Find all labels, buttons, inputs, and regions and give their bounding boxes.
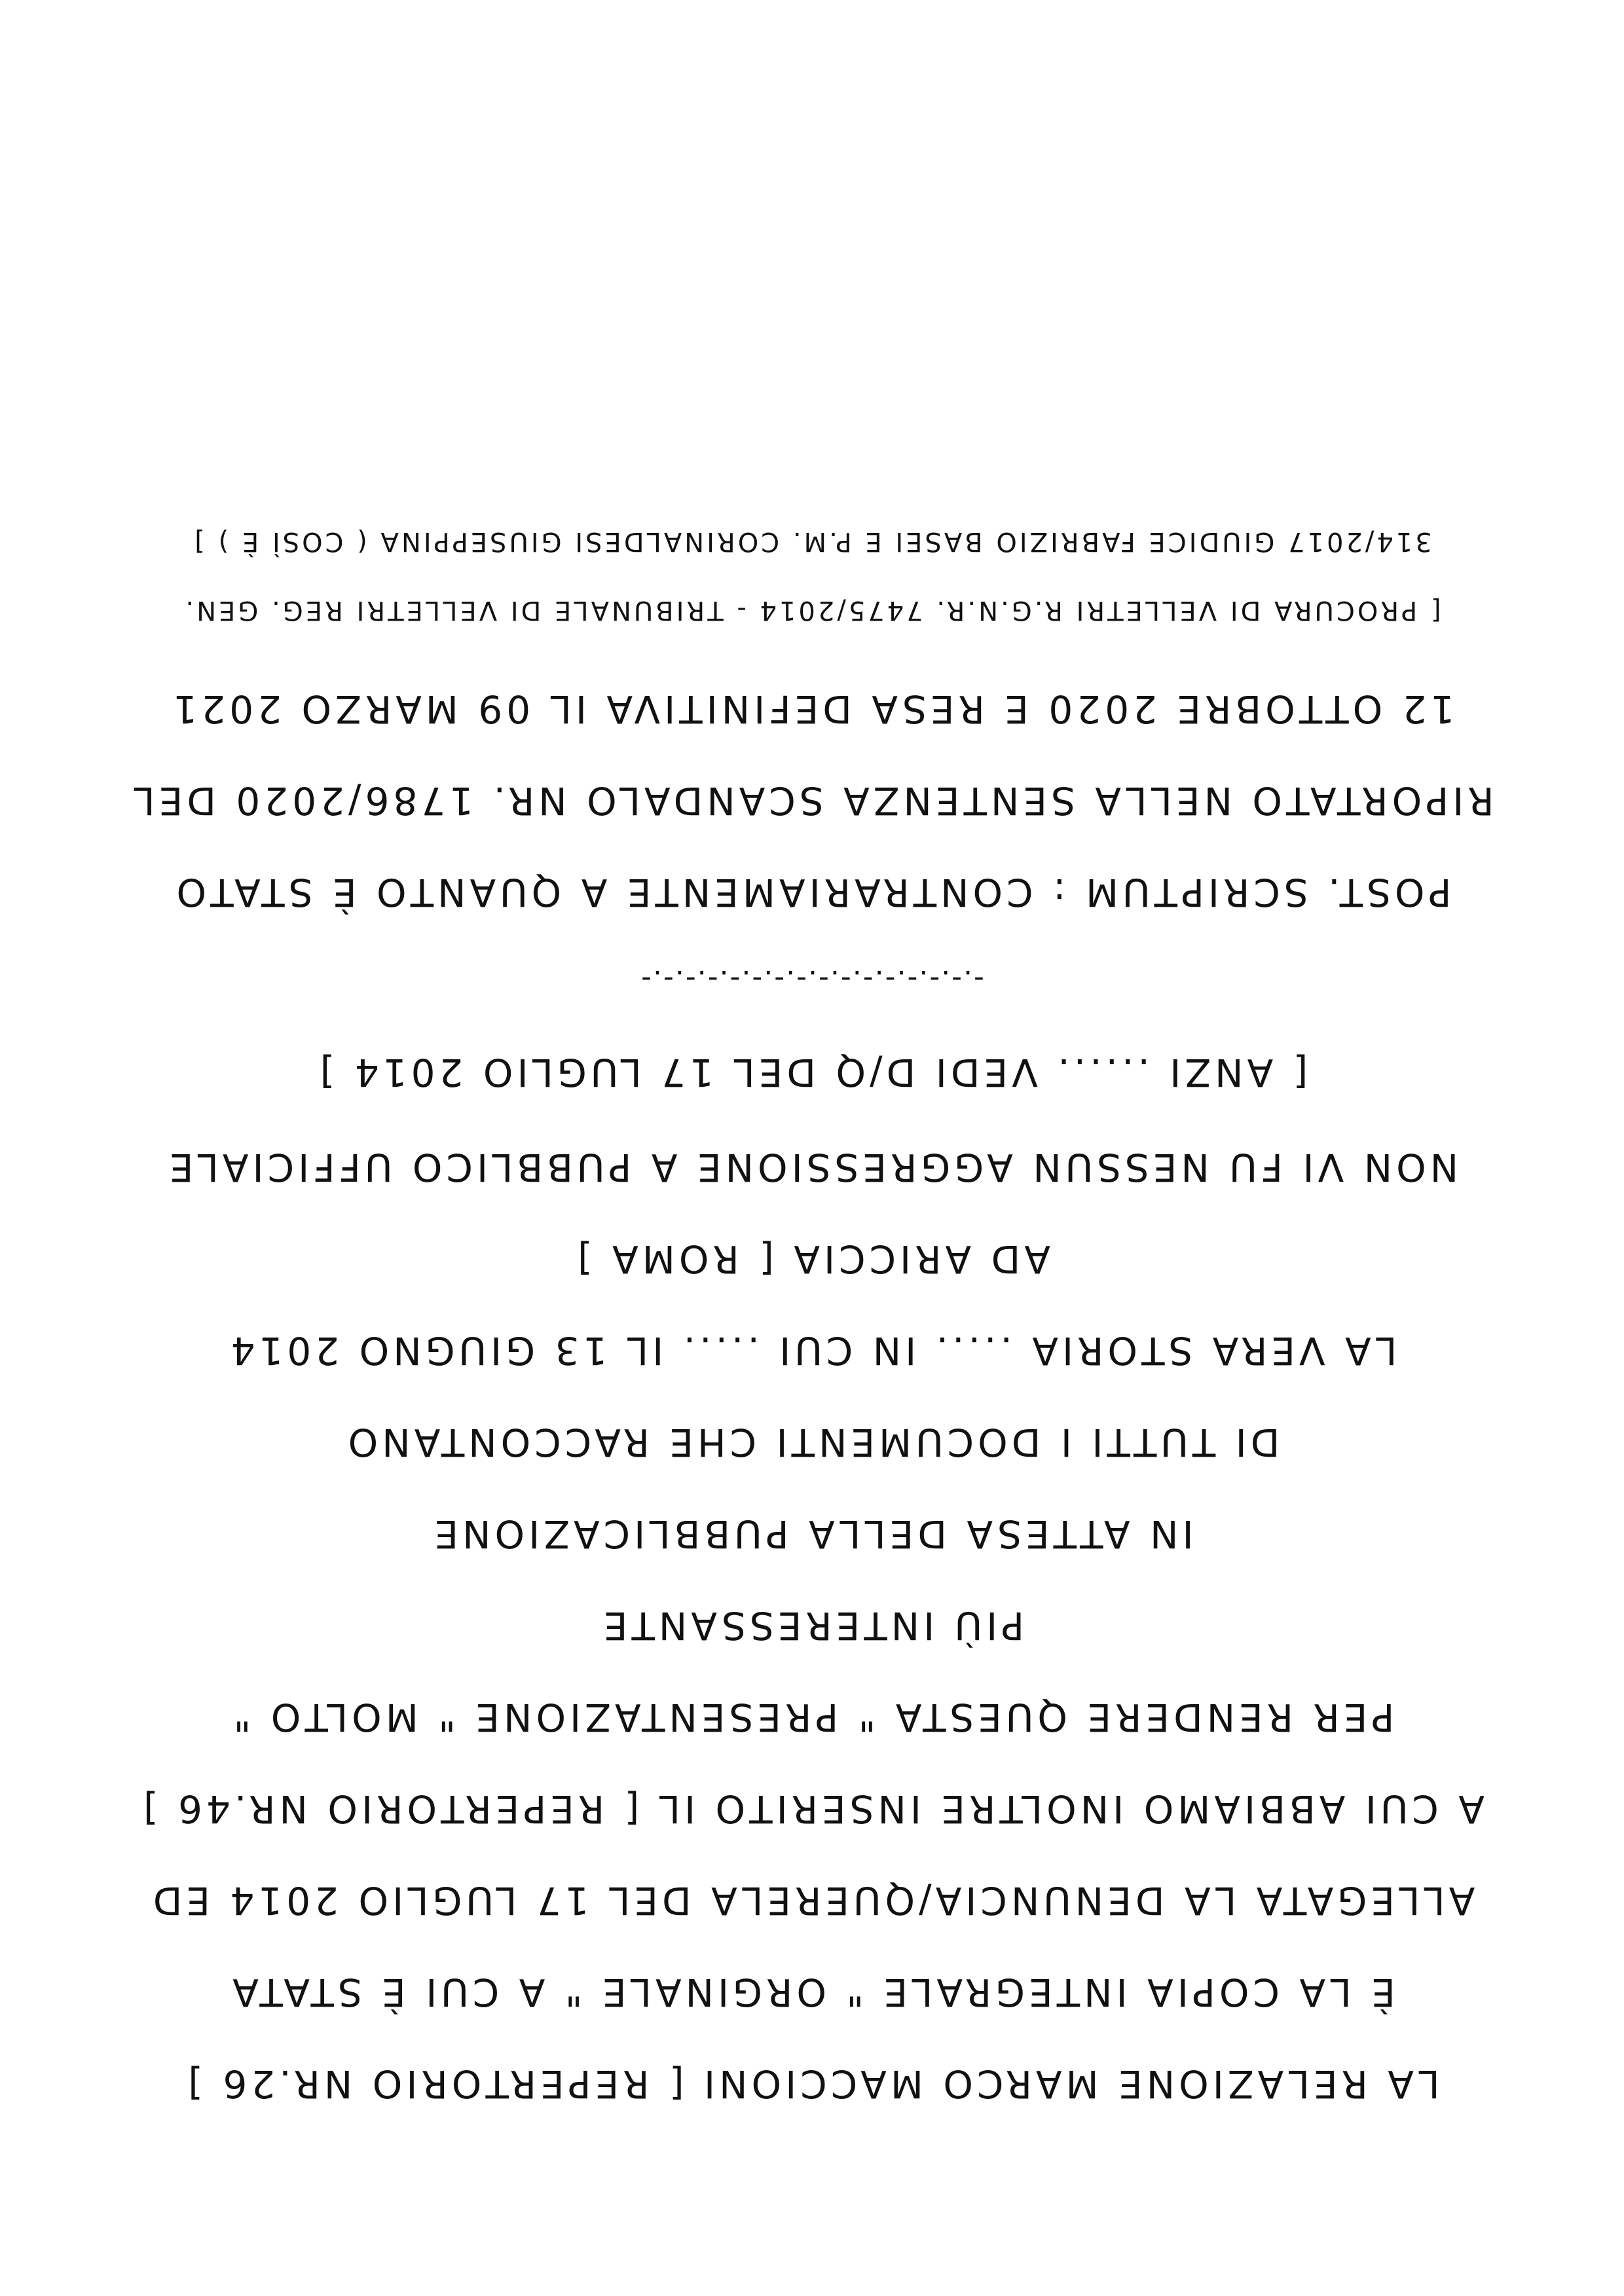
- text-line-piu-interessante: PIÙ INTERESSANTE: [599, 1603, 1025, 1648]
- text-line-vedi-dq: [ ANZI ...... VEDI D/Q DEL 17 LUGLIO 2014 ]: [316, 1050, 1308, 1095]
- text-line-post-scriptum: POST. SCRIPTUM : CONTRARIAMENTE A QUANTO È STATO: [172, 870, 1452, 915]
- text-line-documenti: DI TUTTI I DOCUMENTI CHE RACCONTANO: [344, 1420, 1280, 1465]
- text-line-giudice: 314/2017 GIUDICE FABRIZIO BASEI E P.M. CORINALDESI GIUSEPPINA ( COSÌ È ) ]: [192, 526, 1432, 556]
- text-line-abbiamo-inserito: A CUI ABBIAMO INOLTRE INSERITO IL [ REPERTORIO NR.46 ]: [139, 1787, 1485, 1831]
- text-line-allegata: ALLEGATA LA DENUNCIA/QUERELA DEL 17 LUGLIO 2014 ED: [149, 1878, 1475, 1923]
- text-line-resa-definitiva: 12 OTTOBRE 2020 E RESA DEFINITIVA IL 09 MARZO 2021: [169, 687, 1455, 731]
- dotted-separator: -.-.-.-.-.-.-.-.-.-.-.-.-.-.-.-: [640, 964, 984, 997]
- text-line-vera-storia: LA VERA STORIA ..... IN CUI ..... IL 13 GIUGNO 2014: [227, 1328, 1397, 1373]
- text-line-in-attesa: IN ATTESA DELLA PUBBLICAZIONE: [430, 1512, 1194, 1556]
- text-line-relazione: LA RELAZIONE MARCO MACCIONI [ REPERTORIO NR.26 ]: [184, 2062, 1440, 2106]
- text-line-per-rendere: PER RENDERE QUESTA " PRESENTAZIONE " MOLTO ": [229, 1695, 1395, 1740]
- text-line-procura-velletri: [ PROCURA DI VELLETRI R.G.N.R. 7475/2014 - TRIBUNALE DI VELLETRI REG. GEN.: [183, 595, 1441, 625]
- text-line-nessun-aggressione: NON VI FU NESSUN AGGRESSIONE A PUBBLICO UFFICIALE: [165, 1145, 1459, 1190]
- text-line-copia-integrale: È LA COPIA INTEGRALE " ORGINALE " A CUI È STATA: [229, 1970, 1395, 2014]
- text-line-sentenza-scandalo: RIPORTATO NELLA SENTENZA SCANDALO NR. 1786/2020 DEL: [130, 778, 1494, 823]
- text-line-ariccia: AD ARICCIA [ ROMA ]: [574, 1237, 1050, 1281]
